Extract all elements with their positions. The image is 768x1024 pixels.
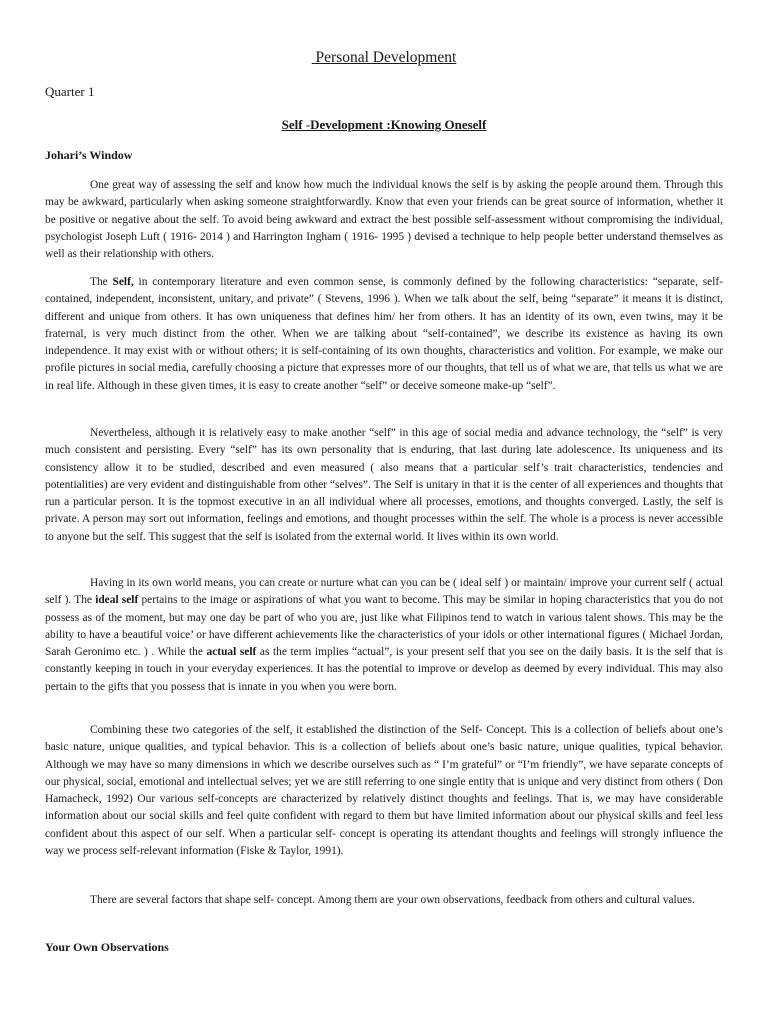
- section-title: Self -Development :Knowing Oneself: [281, 117, 487, 132]
- term-ideal-self: ideal self: [95, 594, 139, 607]
- quarter-label: Quarter 1: [45, 84, 95, 99]
- document-page: [45, 0, 723, 1024]
- term-actual-self: actual self: [206, 646, 257, 659]
- johari-window-heading: Johari’s Window: [45, 148, 133, 162]
- own-observations-heading: Your Own Observations: [45, 940, 169, 954]
- term-self: Self,: [112, 276, 134, 288]
- paragraph-text: The: [90, 276, 113, 288]
- paragraph-self-consistency: Nevertheless, although it is relatively easy to make another “self” in this age of social media and advance technology, the “self” is very much consistent and persisting. Every “self” has its own personality that is enduring, that last during late adolescence. Its uniqueness and its consistency allow it to be studied, described and even measured ( also means that a particular self’s trait characteristics, tendencies and potentialities) are very evident and distinguishable from other “selves”. The Self is unitary in that it is the center of all experiences and thoughts that run a particular person. It is the topmost executive in an all individual where all processes, emotions, and thoughts converged. Lastly, the self is private. A person may sort out information, feelings and emotions, and thought processes within the self. The whole is a process is never accessible to anyone but the self. This suggest that the self is isolated from the external world. It lives within its own world.: [45, 427, 723, 543]
- paragraph-text: pertains to the image or aspirations of what you want to become. This may be similar in hoping characteristics that you do not possess as of the moment, but may one day be part of who you are, just like what Filipinos tend to watch in various talent shows. This may be the ability to have a beautiful voice’ or have different achievements like the characteristics of your idols or other international figures ( Michael Jordan, Sarah Geronimo etc. ) . While the: [45, 594, 724, 659]
- paragraph-johari-intro: One great way of assessing the self and know how much the individual knows the self is by asking the people around them. Through this may be awkward, particularly when asking someone straightforwardly. Know that even your friends can be great source of information, whether it be positive or negative about the self. To avoid being awkward and extract the best possible self-assessment without compromising the individual, psychologist Joseph Luft ( 1916- 2014 ) and Harrington Ingham ( 1916- 1995 ) devised a technique to help people better understand themselves as well as their relationship with others.: [45, 179, 723, 261]
- paragraph-text: as the term implies “actual”, is your present self that you see on the daily basis. It is the self that is constantly keeping in touch in your everyday experiences. It has the potential to improve or develop as deemed by every individual. This may also pertain to the gifts that you possess that is innate in you when you were born.: [45, 646, 723, 693]
- paragraph-text: Having in its own world means, you can create or nurture what can you can be ( ideal self ) or maintain/ improve your current self ( actual self ). The: [45, 577, 723, 607]
- paragraph-ideal-actual-self: [45, 575, 723, 696]
- paragraph-text: in contemporary literature and even common sense, is commonly defined by the following characteristics: “separate, self-contained, independent, inconsistent, unitary, and private” ( Stevens, 1996 ). When we talk about the self, being “separate” it means it is distinct, different and unique from others. It has own uniqueness that defines him/ her from others. It has an identity of its own, even twins, may it be fraternal, is very much distinct from the other. When we are talking about “self-contained”, we describe its existence as having its own independence. It may exist with or without others; it is self-containing of its own thoughts, characteristics and volition. For example, we make our profile pictures in social media, carefully choosing a picture that expresses more of our thoughts, that tell us of what we are, that tells us what we are in real life. Although in these given times, it is easy to create another “self” or deceive someone make-up “self”.: [45, 276, 723, 392]
- document-title: Personal Development: [311, 49, 457, 66]
- paragraph-self-concept: Combining these two categories of the self, it established the distinction of the Self- Concept. This is a collection of beliefs about one’s basic nature, unique qualities, and typical behavior. This is a collection of beliefs about one’s basic nature, unique qualities, typical behavior. Although we may have so many dimensions in which we describe ourselves such as “ I’m grateful” or “I’m friendly”, we have separate concepts of our physical, social, emotional and intellectual selves; yet we are still referring to one single entity that is unique and very distinct from others ( Don Hamacheck, 1992) Our various self-concepts are characterized by relatively distinct thoughts and feelings. That is, we may have considerable information about our social skills and feel quite confident with regard to them but have limited information about our physical skills and feel less confident about this aspect of our self. When a particular self- concept is operating its attendant thoughts and feelings will strongly influence the way we process self-relevant information (Fiske & Taylor, 1991).: [45, 724, 723, 858]
- paragraph-self-definition: [45, 274, 723, 395]
- paragraph-factors: There are several factors that shape self- concept. Among them are your own observations, feedback from others and cultural values.: [90, 894, 695, 906]
